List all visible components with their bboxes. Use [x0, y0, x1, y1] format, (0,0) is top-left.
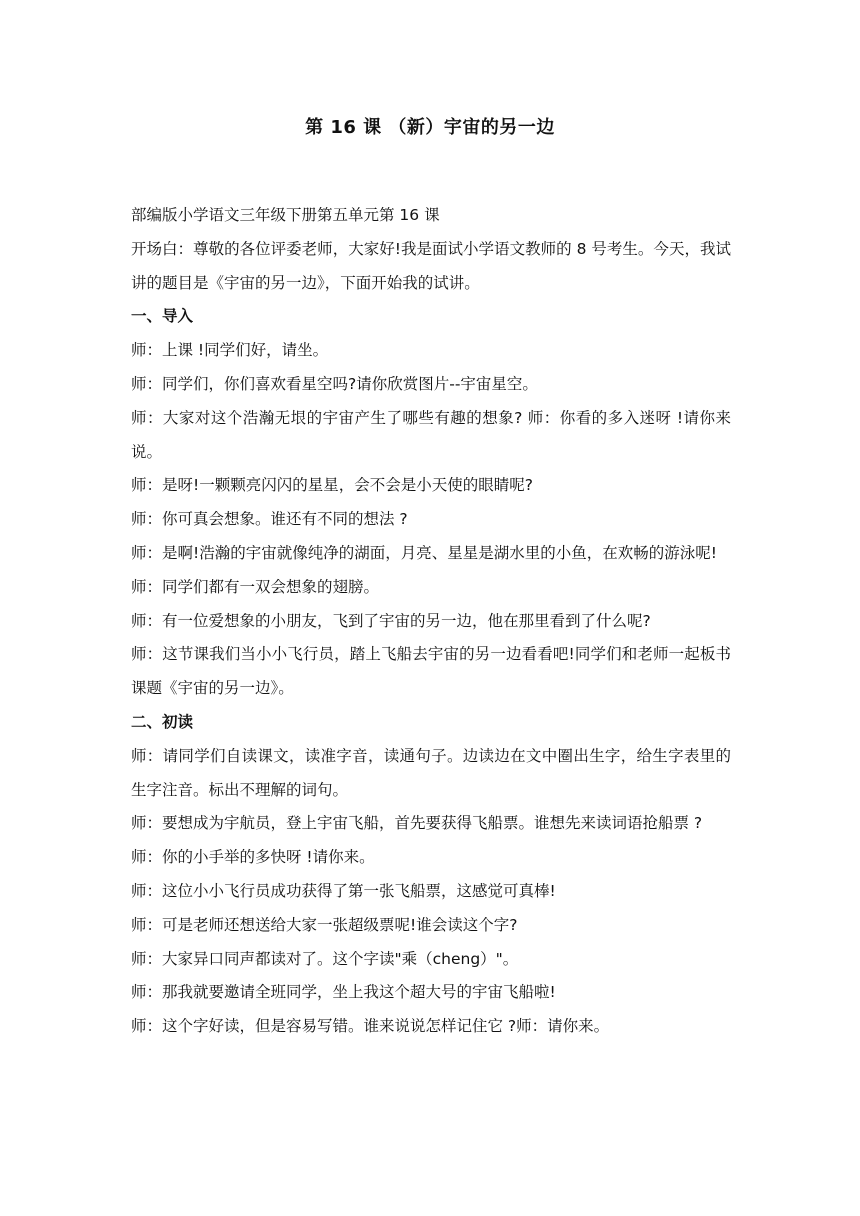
paragraph: 师：大家对这个浩瀚无垠的宇宙产生了哪些有趣的想象? 师：你看的多入迷呀 !请你来说。 [131, 408, 731, 461]
section-heading: 一、导入 [131, 307, 194, 326]
paragraph: 师：那我就要邀请全班同学，坐上我这个超大号的宇宙飞船啦! [131, 983, 556, 1002]
document-title: 第 16 课 （新）宇宙的另一边 [305, 117, 555, 138]
section-heading: 二、初读 [131, 712, 194, 731]
paragraph: 开场白：尊敬的各位评委老师，大家好!我是面试小学语文教师的 8 号考生。今天，我试讲的题目是《宇宙的另一边》，下面开始我的试讲。 [131, 239, 731, 292]
paragraph: 师：你可真会想象。谁还有不同的想法 ? [131, 510, 408, 529]
paragraph: 师：是啊!浩瀚的宇宙就像纯净的湖面，月亮、星星是湖水里的小鱼，在欢畅的游泳呢! [131, 543, 717, 562]
paragraph: 师：你的小手举的多快呀 !请你来。 [131, 848, 375, 867]
paragraph: 师：要想成为宇航员，登上宇宙飞船，首先要获得飞船票。谁想先来读词语抢船票 ? [131, 814, 703, 833]
document-body [131, 199, 731, 1044]
paragraph: 师：请同学们自读课文，读准字音，读通句子。边读边在文中圈出生字，给生字表里的生字注音。标出不理解的词句。 [131, 746, 731, 799]
paragraph: 师：这节课我们当小小飞行员，踏上飞船去宇宙的另一边看看吧!同学们和老师一起板书课题《宇宙的另一边》。 [131, 645, 731, 698]
paragraph: 师：这位小小飞行员成功获得了第一张飞船票，这感觉可真棒! [131, 881, 556, 900]
paragraph: 师：这个字好读，但是容易写错。谁来说说怎样记住它 ?师：请你来。 [131, 1017, 610, 1036]
paragraph: 师：上课 !同学们好，请坐。 [131, 341, 329, 360]
paragraph: 师：大家异口同声都读对了。这个字读"乘（cheng）"。 [131, 949, 519, 968]
paragraph: 师：有一位爱想象的小朋友，飞到了宇宙的另一边，他在那里看到了什么呢? [131, 611, 651, 630]
paragraph: 师：是呀!一颗颗亮闪闪的星星，会不会是小天使的眼睛呢? [131, 476, 533, 495]
paragraph: 师：同学们，你们喜欢看星空吗?请你欣赏图片--宇宙星空。 [131, 374, 538, 393]
paragraph: 师：可是老师还想送给大家一张超级票呢!谁会读这个字? [131, 915, 518, 934]
paragraph: 部编版小学语文三年级下册第五单元第 16 课 [131, 206, 440, 224]
paragraph: 师：同学们都有一双会想象的翅膀。 [131, 577, 380, 596]
